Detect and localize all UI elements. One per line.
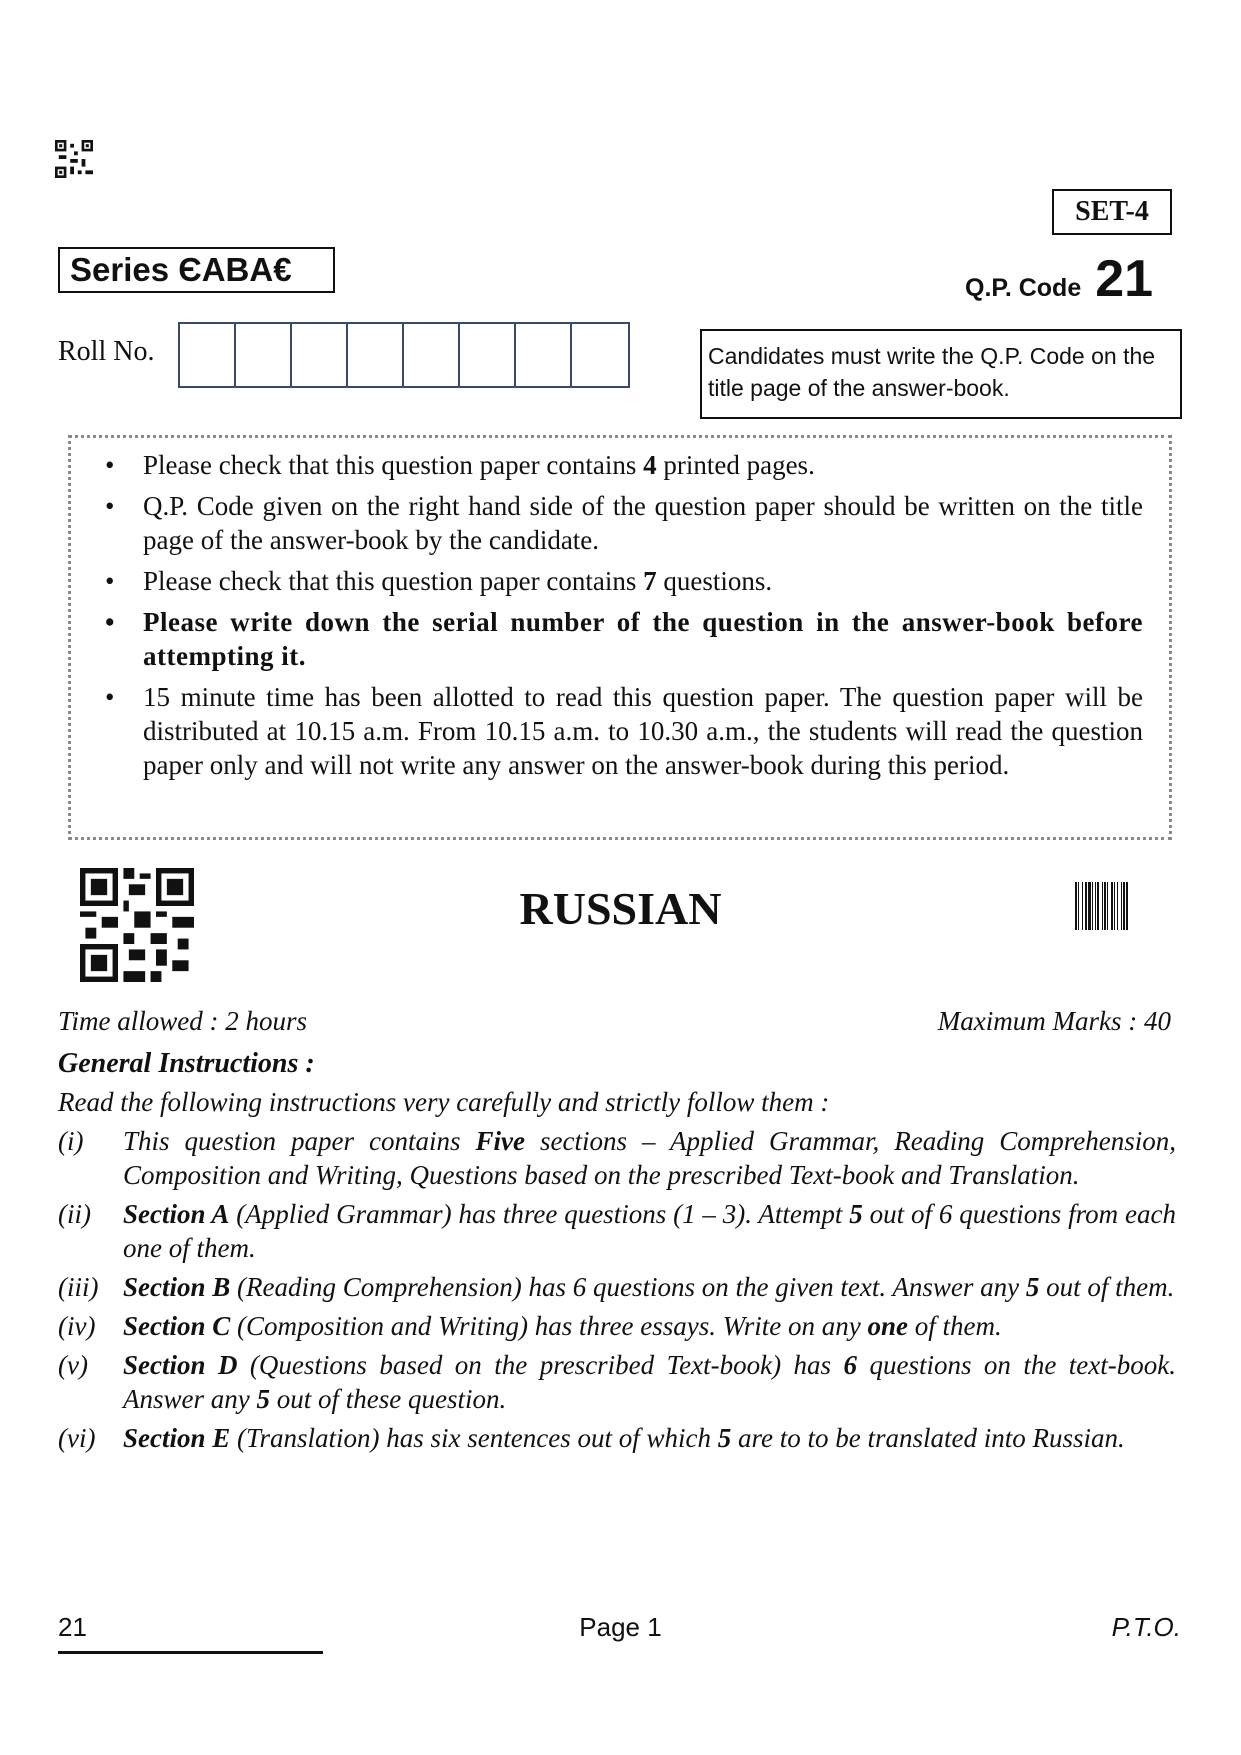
instruction-number: (iii) (58, 1272, 99, 1302)
instruction-text: Section D (Questions based on the prescribed Text-book) has 6 questions on the text-book. Answer any 5 out of these question. (123, 1350, 1177, 1414)
barcode-bar (1111, 882, 1113, 930)
instruction-text: This question paper contains Five sections – Applied Grammar, Reading Comprehension, Composition and Writing, Questions based on the prescribed Text-book and Translation. (123, 1126, 1176, 1190)
general-instructions-list (58, 1124, 1176, 1460)
roll-number-box[interactable] (292, 324, 348, 386)
bullet-icon: • (105, 607, 115, 637)
barcode-bar (1102, 882, 1103, 930)
series-box (58, 247, 335, 293)
qp-code-value: 21 (1095, 250, 1154, 308)
barcode-bar (1126, 882, 1128, 930)
general-instruction-item (58, 1124, 1176, 1192)
barcode-bar (1114, 882, 1115, 930)
general-instruction-item (58, 1270, 1176, 1304)
barcode-bar (1095, 882, 1096, 930)
instruction-item: • Q.P. Code given on the right hand side of the question paper should be written on the title page of the answer-book by the candidate. (105, 491, 1143, 555)
instruction-item: • 15 minute time has been allotted to read this question paper. The question paper will be distributed at 10.15 a.m. From 10.15 a.m. to 10.30 a.m., the students will read the question paper only and will not write any answer on the answer-book during this period. (105, 682, 1143, 780)
footer-qp-code: 21 (58, 1612, 87, 1642)
instructions-box (68, 435, 1172, 840)
roll-number-box[interactable] (180, 324, 236, 386)
instruction-text: Section E (Translation) has six sentences out of which 5 are to to be translated into Russian. (123, 1423, 1125, 1453)
barcode-bar (1121, 882, 1122, 930)
set-number-box (1052, 189, 1172, 235)
barcode-bar (1123, 882, 1125, 930)
instruction-item: • Please check that this question paper contains 4 printed pages. (105, 450, 815, 480)
instruction-text: Section A (Applied Grammar) has three questions (1 – 3). Attempt 5 out of 6 questions from each one of them. (123, 1199, 1177, 1263)
instructions-list (99, 448, 1143, 782)
roll-number-label: Roll No. (58, 336, 155, 367)
instruction-number: (i) (58, 1126, 84, 1156)
barcode-bar (1097, 882, 1099, 930)
bullet-icon: • (105, 682, 115, 712)
roll-number-box[interactable] (404, 324, 460, 386)
roll-number-boxes[interactable] (178, 322, 630, 388)
footer-pto: P.T.O. (1111, 1612, 1181, 1642)
qp-code-label: Q.P. Code (965, 274, 1082, 302)
bullet-icon: • (105, 566, 115, 596)
general-instructions-intro: Read the following instructions very carefully and strictly follow them : (58, 1087, 830, 1117)
barcode-bar (1092, 882, 1093, 930)
bullet-icon: • (105, 491, 115, 521)
footer-rule (58, 1651, 323, 1654)
instruction-item: • Please check that this question paper contains 7 questions. (105, 566, 773, 596)
general-instructions-heading: General Instructions : (58, 1048, 315, 1079)
general-instruction-item (58, 1348, 1176, 1416)
roll-number-box[interactable] (348, 324, 404, 386)
small-qr-code-icon (55, 140, 93, 178)
instruction-number: (v) (58, 1350, 88, 1380)
time-allowed: Time allowed : 2 hours (58, 1006, 308, 1036)
bullet-icon: • (105, 450, 115, 480)
set-label: SET-4 (1075, 196, 1149, 227)
general-instruction-item (58, 1421, 1176, 1455)
footer-page-number: Page 1 (579, 1612, 662, 1642)
instruction-number: (iv) (58, 1311, 96, 1341)
barcode-bar (1088, 882, 1091, 930)
general-instruction-item (58, 1309, 1176, 1343)
instruction-number: (vi) (58, 1423, 96, 1453)
barcode-icon (1075, 882, 1179, 930)
instruction-text: Section B (Reading Comprehension) has 6 questions on the given text. Answer any 5 out of them. (123, 1272, 1175, 1302)
subject-title: RUSSIAN (519, 883, 722, 934)
barcode-bar (1107, 882, 1108, 930)
instruction-text: Section C (Composition and Writing) has three essays. Write on any one of them. (123, 1311, 1002, 1341)
general-instruction-item (58, 1197, 1176, 1265)
instruction-item: • Please write down the serial number of the question in the answer-book before attempting it. (105, 607, 1143, 671)
barcode-bar (1078, 882, 1079, 930)
barcode-bar (1075, 882, 1077, 930)
barcode-bar (1085, 882, 1087, 930)
candidate-note: Candidates must write the Q.P. Code on the title page of the answer-book. (708, 343, 1156, 401)
maximum-marks: Maximum Marks : 40 (937, 1006, 1171, 1036)
roll-number-box[interactable] (572, 324, 628, 386)
roll-number-box[interactable] (516, 324, 572, 386)
roll-number-box[interactable] (236, 324, 292, 386)
instruction-number: (ii) (58, 1199, 91, 1229)
barcode-bar (1117, 882, 1118, 930)
roll-number-box[interactable] (460, 324, 516, 386)
series-label: Series ЄABA€ (70, 251, 292, 288)
candidate-note-box (700, 329, 1182, 419)
barcode-bar (1082, 882, 1083, 930)
barcode-bar (1104, 882, 1106, 930)
qp-code (965, 250, 1154, 308)
